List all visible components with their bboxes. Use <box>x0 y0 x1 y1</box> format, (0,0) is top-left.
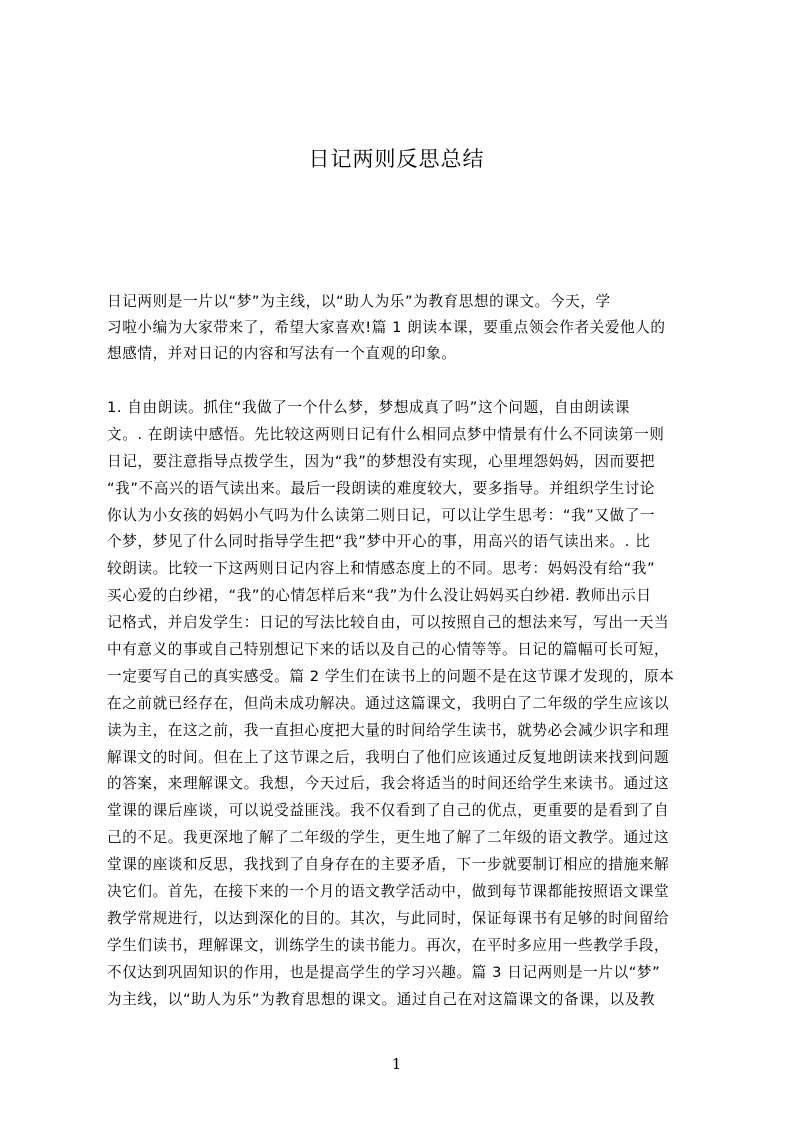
page-number: 1 <box>391 1055 402 1073</box>
text-line: 决它们。首先，在接下来的一个月的语文教学活动中，做到每节课都能按照语文课堂 <box>107 883 670 901</box>
text-line: “我”不高兴的语气读出来。最后一段朗读的难度较大，要多指导。并组织学生讨论 <box>107 479 656 497</box>
text-line: 读为主，在这之前，我一直担心度把大量的时间给学生读书，就势必会减少识字和理 <box>107 721 670 739</box>
text-line: 学生们读书，理解课文，训练学生的读书能力。再次，在平时多应用一些教学手段， <box>107 936 670 954</box>
text-line: 一定要写自己的真实感受。篇 2 学生们在读书上的问题不是在这节课才发现的，原本 <box>107 667 675 685</box>
text-line: 你认为小女孩的妈妈小气吗为什么读第二则日记，可以让学生思考：“我”又做了一 <box>107 506 656 524</box>
intro-paragraph <box>107 289 699 367</box>
text-line: 习啦小编为大家带来了，希望大家喜欢!篇 1 朗读本课，要重点领会作者关爱他人的 <box>107 319 666 336</box>
text-line: 个梦，梦见了什么同时指导学生把“我”梦中开心的事，用高兴的语气读出来。. 比 <box>107 533 651 551</box>
text-line: 己的不足。我更深地了解了二年级的学生，更生地了解了二年级的语文教学。通过这 <box>107 829 670 847</box>
text-line: 较朗读。比较一下这两则日记内容上和情感态度上的不同。思考：妈妈没有给“我” <box>107 560 656 578</box>
text-line: 日记两则是一片以“梦”为主线，以“助人为乐”为教育思想的课文。今天，学 <box>107 293 611 310</box>
text-line: 中有意义的事或自己特别想记下来的话以及自己的心情等等。日记的篇幅可长可短， <box>107 641 670 659</box>
text-line: 记格式，并启发学生：日记的写法比较自由，可以按照自己的想法来写，写出一天当 <box>107 614 670 632</box>
text-line: 买心爱的白纱裙，“我”的心情怎样后来“我”为什么没让妈妈买白纱裙. 教师出示日 <box>107 587 652 605</box>
text-line: 解课文的时间。但在上了这节课之后，我明白了他们应该通过反复地朗读来找到问题 <box>107 748 670 766</box>
text-line: 文。. 在朗读中感悟。先比较这两则日记有什么相同点梦中情景有什么不同读第一则 <box>107 425 665 443</box>
text-line: 堂课的课后座谈，可以说受益匪浅。我不仅看到了自己的优点，更重要的是看到了自 <box>107 802 670 820</box>
text-line: 日记，要注意指导点拨学生，因为“我”的梦想没有实现，心里埋怨妈妈，因而要把 <box>107 452 656 470</box>
text-line: 1. 自由朗读。抓住“我做了一个什么梦，梦想成真了吗”这个问题，自由朗读课 <box>107 399 630 416</box>
text-line: 教学常规进行，以达到深化的目的。其次，与此同时，保证每课书有足够的时间留给 <box>107 909 670 927</box>
body-paragraph <box>107 395 699 1013</box>
text-line: 堂课的座谈和反思，我找到了自身存在的主要矛盾，下一步就要制订相应的措施来解 <box>107 856 670 874</box>
text-line: 的答案，来理解课文。我想，今天过后，我会将适当的时间还给学生来读书。通过这 <box>107 775 670 793</box>
text-line: 想感情，并对日记的内容和写法有一个直观的印象。 <box>107 345 457 362</box>
text-line: 不仅达到巩固知识的作用，也是提高学生的学习兴趣。篇 3 日记两则是一片以“梦” <box>107 963 661 981</box>
text-line: 为主线，以“助人为乐”为教育思想的课文。通过自己在对这篇课文的备课，以及教 <box>107 990 656 1008</box>
document-title: 日记两则反思总结 <box>308 147 485 171</box>
text-line: 在之前就已经存在，但尚未成功解决。通过这篇课文，我明白了二年级的学生应该以 <box>107 694 670 712</box>
